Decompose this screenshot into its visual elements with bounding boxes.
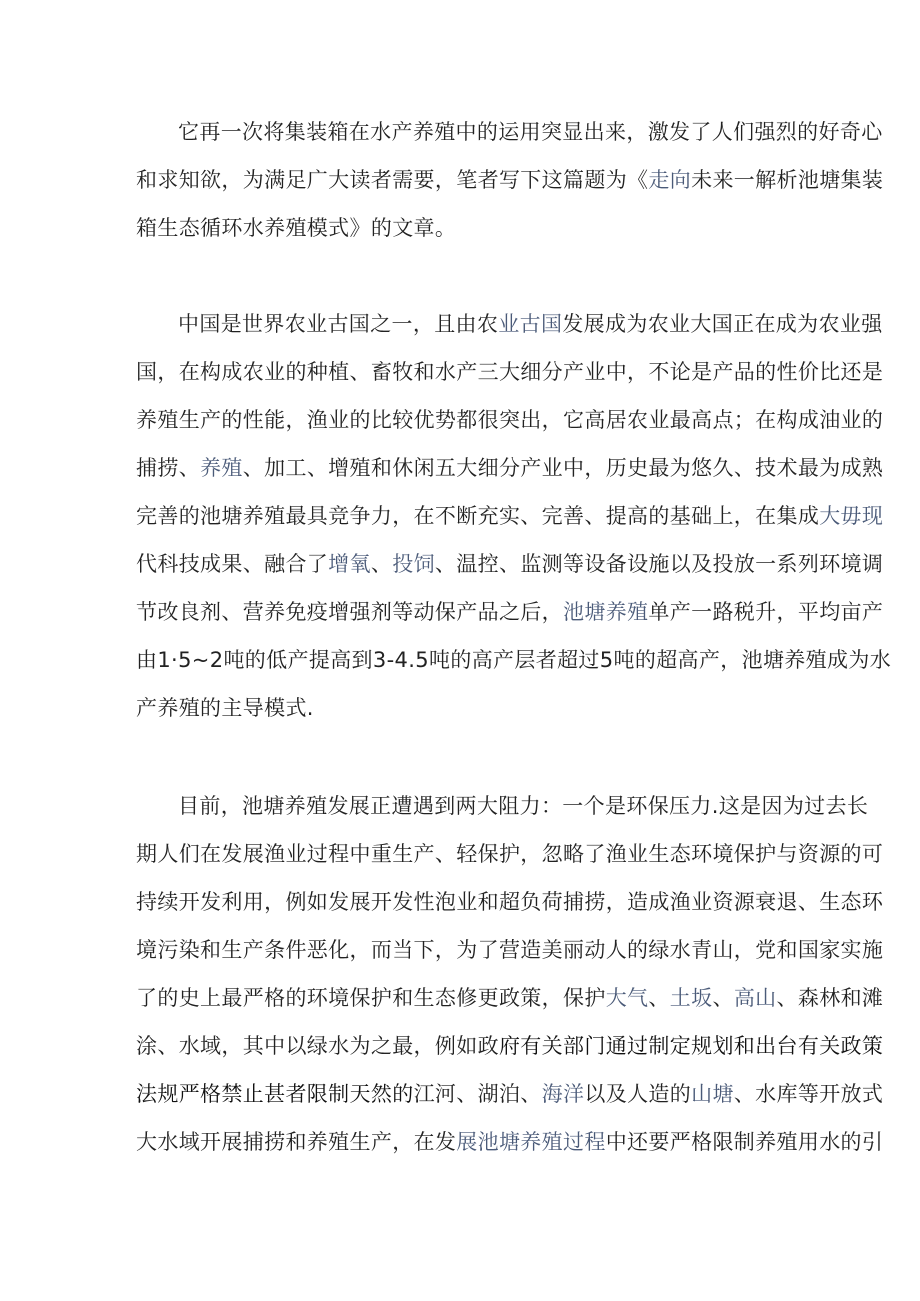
text-segment: 捕捞、 (136, 456, 201, 480)
text-line (136, 684, 786, 732)
text-line (136, 830, 884, 878)
text-line (136, 1118, 884, 1166)
text-segment: 大水域开展捕捞和养殖生产，在发 (136, 1130, 457, 1154)
text-segment: 期人们在发展渔业过程中重生产、轻保护，忽略了渔业生态环境保护与资源的可 (136, 842, 884, 866)
text-segment: 、 (712, 986, 734, 1010)
highlighted-text: 业古国 (498, 312, 563, 336)
text-line (136, 1070, 884, 1118)
text-line (136, 492, 884, 540)
text-segment: 产养殖的主导模式. (136, 696, 314, 720)
paragraph-3 (136, 782, 884, 1166)
text-segment: 、 (648, 986, 670, 1010)
paragraph-2 (136, 300, 892, 732)
text-line (136, 204, 786, 252)
text-line (136, 974, 884, 1022)
text-segment: 单产一路税升，平均亩产 (648, 600, 884, 624)
text-segment: 、森林和滩 (776, 986, 884, 1010)
text-line (136, 108, 883, 156)
text-segment: 了的史上最严格的环境保护和生态修更政策，保护 (136, 986, 606, 1010)
highlighted-text: 增氧 (328, 552, 371, 576)
highlighted-text: 高山 (733, 986, 777, 1010)
text-segment: 、水库等开放式 (733, 1082, 884, 1106)
text-segment: 境污染和生产条件恶化，而当下，为了营造美丽动人的绿水青山，党和国家实施 (136, 938, 884, 962)
highlighted-text: 山塘 (691, 1082, 734, 1106)
text-segment: 代科技成果、融合了 (136, 552, 329, 576)
text-segment: 节改良剂、营养免疫增强剂等动保产品之后， (136, 600, 563, 624)
text-segment: 法规严格禁止甚者限制天然的 (136, 1082, 414, 1106)
text-segment: 、加工、增殖和休闲五大细分产业中，历史最为悠久、技术最为成熟 (242, 456, 884, 480)
highlighted-text: 大毋现 (819, 504, 884, 528)
text-line (136, 540, 884, 588)
text-segment: 完善的池塘养殖最具竞争力，在不断充实、完善、提高的基础上，在集成 (136, 504, 820, 528)
text-line (136, 300, 883, 348)
highlighted-text: 大气 (605, 986, 649, 1010)
highlighted-text: 土坂 (669, 986, 713, 1010)
text-segment: 以及人造的 (584, 1082, 692, 1106)
text-line (136, 1022, 884, 1070)
text-segment: 、温控、监测等设备设施以及投放一系列环境调 (434, 552, 884, 576)
highlighted-text: 投饲 (392, 552, 435, 576)
text-segment: 国，在构成农业的种植、畜牧和水产三大细分产业中，不论是产品的性价比还是 (136, 360, 884, 384)
text-segment: 和求知欲，为满足广大读者需要，笔者写下这篇题为《 (136, 168, 649, 192)
text-line (136, 444, 884, 492)
highlighted-text: 池塘养殖 (563, 600, 649, 624)
text-segment: 箱生态循环水养殖模式》的文章。 (136, 216, 457, 240)
text-line (136, 588, 884, 636)
text-line (136, 878, 884, 926)
text-segment: 府有关部门通过制定规划和出台有关政策 (498, 1034, 884, 1058)
text-segment: 、 (370, 552, 393, 576)
text-line (136, 782, 869, 830)
text-segment: 发展成为农业大国正在成为农业强 (562, 312, 883, 336)
text-segment: 目前，池塘养殖发展正遭遇到两大阻力：一个是环保压力.这是因为过去长 (178, 794, 869, 818)
text-line (136, 156, 884, 204)
text-line (136, 636, 892, 684)
highlighted-text: 海洋 (541, 1082, 585, 1106)
text-segment: 持续开发利用，例如发展开发性泡业和超负荷捕捞，造成渔业资源衰退、生态环 (136, 890, 884, 914)
text-line (136, 348, 884, 396)
text-segment: 中还要严格限制养殖用水的引 (605, 1130, 884, 1154)
highlighted-text: 养殖 (200, 456, 243, 480)
text-line (136, 396, 884, 444)
text-line (136, 926, 884, 974)
text-segment: 江河、湖泊、 (413, 1082, 542, 1106)
highlighted-text: 展池塘养殖过程 (456, 1130, 606, 1154)
text-segment: 它再一次将集装箱在水产养殖中的运用突显出来，激发了人们强烈的好奇心 (178, 120, 883, 144)
highlighted-text: 走向 (648, 168, 692, 192)
text-segment: 涂、水域，其中以绿水为之最，例如政 (136, 1034, 499, 1058)
paragraph-1 (136, 108, 884, 252)
text-segment: 未来一解析池塘集装 (691, 168, 884, 192)
text-segment: 养殖生产的性能，渔业的比较优势都很突出，它高居农业最高点；在构成油业的 (136, 408, 884, 432)
text-segment: 由1·5~2吨的低产提高到3-4.5吨的高产层者超过5吨的超高产，池塘养殖成为水 (136, 648, 892, 672)
text-segment: 中国是世界农业古国之一，且由农 (178, 312, 499, 336)
